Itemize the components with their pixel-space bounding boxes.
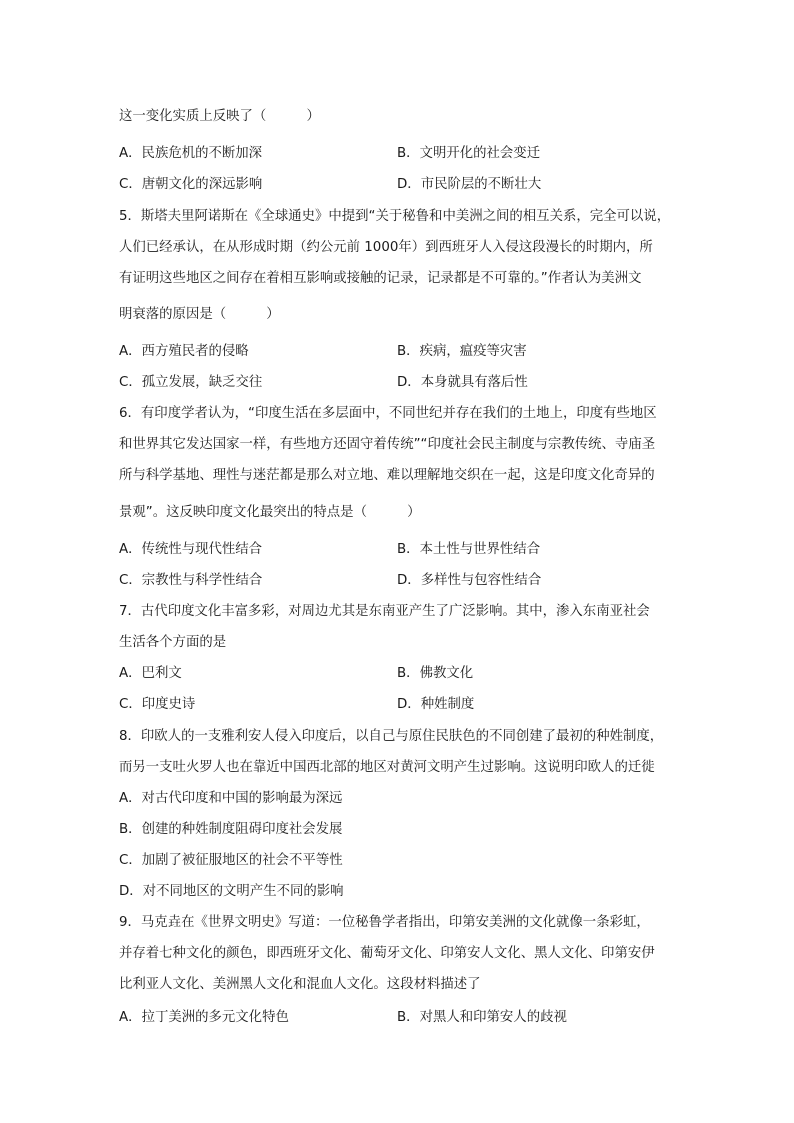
question-5-line-2: 人们已经承认，在从形成时期（约公元前 1000年）到西班牙人入侵这段漫长的时期内，所 [119, 240, 653, 255]
question-6-line-1: 6．有印度学者认为，“印度生活在多层面中，不同世纪并存在我们的土地上，印度有些地区 [119, 406, 657, 421]
question-5-line-3: 有证明这些地区之间存在着相互影响或接触的记录，记录都是不可靠的。”作者认为美洲文 [119, 271, 642, 286]
question-7-option-c: C．印度史诗 [119, 697, 196, 712]
question-8-line-2: 而另一支吐火罗人也在靠近中国西北部的地区对黄河文明产生过影响。这说明印欧人的迁徙 [119, 760, 655, 775]
question-8-option-d: D．对不同地区的文明产生不同的影响 [119, 884, 344, 899]
question-8-option-b: B．创建的种姓制度阻碍印度社会发展 [119, 822, 343, 837]
question-4-option-a: A．民族危机的不断加深 [119, 146, 263, 161]
question-4-stem: 这一变化实质上反映了（ ） [119, 109, 320, 124]
question-9-line-1: 9．马克垚在《世界文明史》写道：一位秘鲁学者指出，印第安美洲的文化就像一条彩虹， [119, 915, 650, 930]
question-6-line-4: 景观”。这反映印度文化最突出的特点是（ ） [119, 505, 421, 520]
question-7-line-1: 7．古代印度文化丰富多彩，对周边尤其是东南亚产生了广泛影响。其中，渗入东南亚社会 [119, 604, 650, 619]
question-4-option-c: C．唐朝文化的深远影响 [119, 177, 263, 192]
question-4-option-b: B．文明开化的社会变迁 [397, 146, 541, 161]
question-4-option-d: D．市民阶层的不断壮大 [397, 177, 542, 192]
question-9-option-b: B．对黑人和印第安人的歧视 [397, 1010, 567, 1025]
question-6-option-a: A．传统性与现代性结合 [119, 542, 263, 557]
question-8-option-a: A．对古代印度和中国的影响最为深远 [119, 791, 343, 806]
question-5-option-b: B．疾病，瘟疫等灾害 [397, 344, 527, 359]
question-9-option-a: A．拉丁美洲的多元文化特色 [119, 1010, 289, 1025]
question-7-line-2: 生活各个方面的是 [119, 635, 227, 650]
question-5-option-c: C．孤立发展，缺乏交往 [119, 375, 263, 390]
question-5-line-1: 5．斯塔夫里阿诺斯在《全球通史》中提到“关于秘鲁和中美洲之间的相互关系，完全可以说， [119, 209, 671, 224]
question-7-option-a: A．巴利文 [119, 666, 182, 681]
question-6-line-2: 和世界其它发达国家一样，有些地方还固守着传统”“印度社会民主制度与宗教传统、寺庙圣 [119, 437, 656, 452]
question-5-option-d: D．本身就具有落后性 [397, 375, 528, 390]
question-9-line-2: 并存着七种文化的颜色，即西班牙文化、葡萄牙文化、印第安人文化、黑人文化、印第安伊 [119, 946, 655, 961]
question-8-line-1: 8．印欧人的一支雅利安人侵入印度后，以自己与原住民肤色的不同创建了最初的种姓制度， [119, 729, 664, 744]
question-5-line-4: 明衰落的原因是（ ） [119, 307, 280, 322]
question-6-option-c: C．宗教性与科学性结合 [119, 573, 263, 588]
question-6-option-d: D．多样性与包容性结合 [397, 573, 542, 588]
question-5-option-a: A．西方殖民者的侵略 [119, 344, 249, 359]
question-6-option-b: B．本土性与世界性结合 [397, 542, 541, 557]
question-7-option-d: D．种姓制度 [397, 697, 475, 712]
question-9-line-3: 比利亚人文化、美洲黑人文化和混血人文化。这段材料描述了 [119, 977, 481, 992]
question-8-option-c: C．加剧了被征服地区的社会不平等性 [119, 853, 343, 868]
question-7-option-b: B．佛教文化 [397, 666, 474, 681]
question-6-line-3: 所与科学基地、理性与迷茫都是那么对立地、难以理解地交织在一起，这是印度文化奇异的 [119, 468, 655, 483]
